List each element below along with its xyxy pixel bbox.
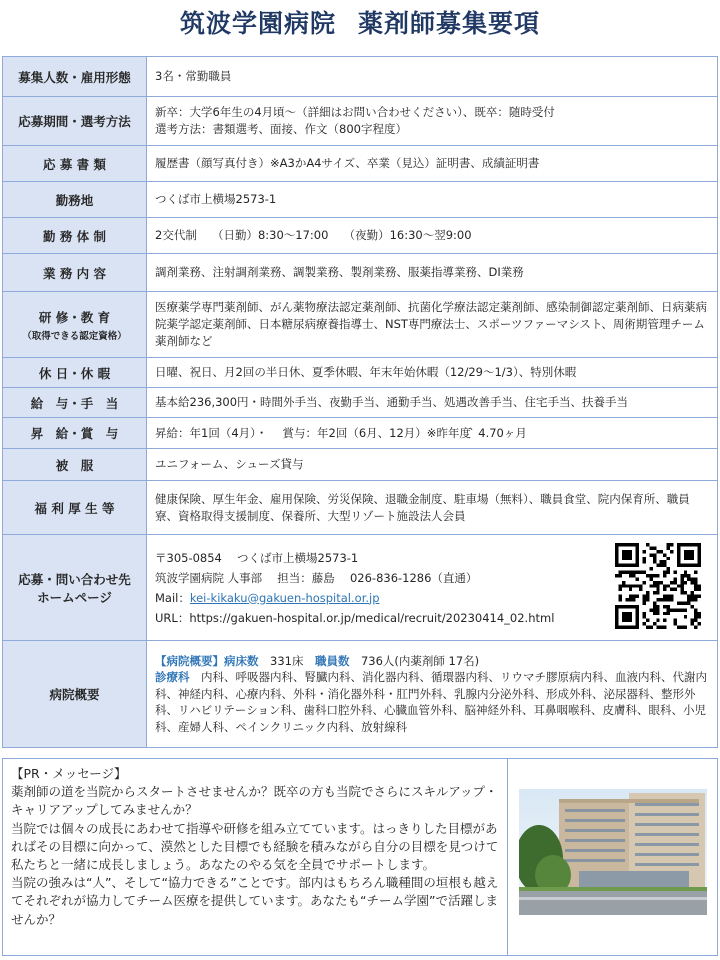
label-training [3, 292, 147, 358]
dept-label: 診療科 [155, 670, 190, 685]
url-line[interactable]: URL：https://gakuen-hospital.or.jp/medical/recruit/20230414_02.html [155, 610, 555, 625]
label-documents: 応 募 書 類 [3, 146, 147, 182]
mail-label: Mail： [155, 590, 190, 605]
row-welfare [3, 481, 718, 535]
hospital-building-photo [519, 789, 707, 915]
value-duties: 調剤業務、注射調剤業務、調製業務、製剤業務、服薬指導業務、DI業務 [147, 254, 718, 292]
staff-value: 736人(内薬剤師 17名) [360, 653, 480, 668]
selection-method: 選考方法：書類選考、面接、作文（800字程度） [155, 122, 407, 136]
pr-paragraph-1: 薬剤師の道を当院からスタートさせませんか？既卒の方も当院でさらにスキルアップ・キャリアアップしてみませんか？ [11, 784, 498, 818]
departments: 内科、呼吸器内科、腎臓内科、消化器内科、循環器内科、リウマチ膠原病内科、血液内科、代謝内科、神経内科、心療内科、外科・消化器外科・肛門外科、乳腺内分泌外科、形成外科、泌尿器科、整形外科、リハビリテーション科、歯科口腔外科、心臓血管外科、脳神経外科、耳鼻咽喉科、皮膚科、眼科、小児科、産婦人科、ペインクリニック内科、放射線科 [155, 670, 707, 734]
overview-summary [155, 653, 709, 670]
value-shift: 2交代制 （日勤）8:30～17:00 （夜勤）16:30～翌9:00 [147, 218, 718, 254]
row-overview [3, 641, 718, 748]
period-line: 新卒：大学6年生の4月頃～（詳細はお問い合わせください）、既卒：随時受付 [155, 105, 555, 119]
label-overview: 病院概要 [3, 641, 147, 748]
label-recruit: 募集人数・雇用形態 [3, 57, 147, 97]
label-location: 勤務地 [3, 182, 147, 218]
value-overview [147, 641, 718, 748]
staff-label: 職員数 [314, 653, 350, 668]
qr-code-icon [615, 543, 701, 629]
contact-label: 応募・問い合わせ先 [18, 571, 131, 587]
document-title: 薬剤師募集要項 [358, 9, 541, 38]
postal-address: 〒305-0854 つくば市上横場2573-1 [155, 550, 359, 565]
contact-department: 筑波学園病院 人事部 担当：藤島 026-836-1286（直通） [155, 570, 478, 585]
value-uniform: ユニフォーム、シューズ貸与 [147, 449, 718, 481]
label-period: 応募期間・選考方法 [3, 97, 147, 146]
pr-paragraph-3: 当院の強みは“人”、そして“協力できる”ことです。部内はもちろん職種間の垣根も越えてそれぞれが協力してチーム医療を提供しています。あなたも“チーム学園”で活躍しませんか？ [11, 875, 499, 927]
value-documents: 履歴書（顔写真付き）※A3かA4サイズ、卒業（見込）証明書、成績証明書 [147, 146, 718, 182]
label-shift: 勤 務 体 制 [3, 218, 147, 254]
value-welfare: 健康保険、厚生年金、雇用保険、労災保険、退職金制度、駐車場（無料）、職員食堂、院内保育所、職員寮、資格取得支援制度、保養所、大型リゾート施設法人会員 [147, 481, 718, 535]
hospital-name: 筑波学園病院 [179, 9, 336, 38]
row-holidays [3, 358, 718, 388]
row-duties [3, 254, 718, 292]
row-shift [3, 218, 718, 254]
training-label: 研 修・教 育 [38, 309, 111, 325]
row-documents [3, 146, 718, 182]
beds-label: 病床数 [224, 653, 259, 668]
pr-paragraph-2: 当院では個々の成長にあわせて指導や研修を組み立てています。はっきりした目標があればその目標に向かって、漠然とした目標でも経験を積みながら自分の目標を見つけて私たちと一緒に成長しましょう。あなたのやる気を全員でサポートします。 [11, 820, 499, 873]
value-holidays: 日曜、祝日、月2回の半日休、夏季休暇、年末年始休暇（12/29～1/3）、特別休暇 [147, 358, 718, 388]
label-raise: 昇 給・賞 与 [3, 418, 147, 449]
recruitment-table [2, 56, 718, 748]
label-holidays: 休 日・休 暇 [3, 358, 147, 388]
row-recruit [3, 57, 718, 97]
training-sublabel: （取得できる認定資格） [22, 330, 127, 342]
value-location: つくば市上横場2573-1 [147, 182, 718, 218]
homepage-label: ホームページ [37, 589, 112, 605]
row-location [3, 182, 718, 218]
row-training [3, 292, 718, 358]
label-duties: 業 務 内 容 [3, 254, 147, 292]
value-training: 医療薬学専門薬剤師、がん薬物療法認定薬剤師、抗菌化学療法認定薬剤師、感染制御認定薬剤師、日病薬病院薬学認定薬剤師、日本糖尿病療養指導士、NST専門療法士、スポーツファーマシスト、周術期管理チーム薬剤師など [147, 292, 718, 358]
label-contact [3, 535, 147, 641]
value-contact [147, 535, 718, 641]
pr-heading: 【PR・メッセージ】 [11, 766, 127, 781]
row-uniform [3, 449, 718, 481]
row-contact [3, 535, 718, 641]
value-recruit: 3名・常勤職員 [147, 57, 718, 97]
mail-link[interactable]: kei-kikaku@gakuen-hospital.or.jp [189, 590, 380, 605]
label-welfare: 福 利 厚 生 等 [3, 481, 147, 535]
label-uniform: 被 服 [3, 449, 147, 481]
row-salary [3, 388, 718, 418]
label-salary: 給 与・手 当 [3, 388, 147, 418]
row-period [3, 97, 718, 146]
pr-message [3, 759, 508, 956]
value-salary: 基本給236,300円・時間外手当、夜勤手当、通勤手当、処遇改善手当、住宅手当、扶養手当 [147, 388, 718, 418]
photo-cell [508, 759, 718, 956]
page-title [0, 0, 720, 48]
summary-tag: 【病院概要】 [155, 653, 224, 668]
value-raise: 昇給：年1回（4月）・ 賞与：年2回（6月、12月）※昨年度 ̀ 4.70ヶ月 [147, 418, 718, 449]
value-period [147, 97, 718, 146]
row-raise [3, 418, 718, 449]
pr-section [2, 758, 718, 956]
beds-value: 331床 [270, 653, 304, 668]
departments-list [155, 669, 709, 735]
